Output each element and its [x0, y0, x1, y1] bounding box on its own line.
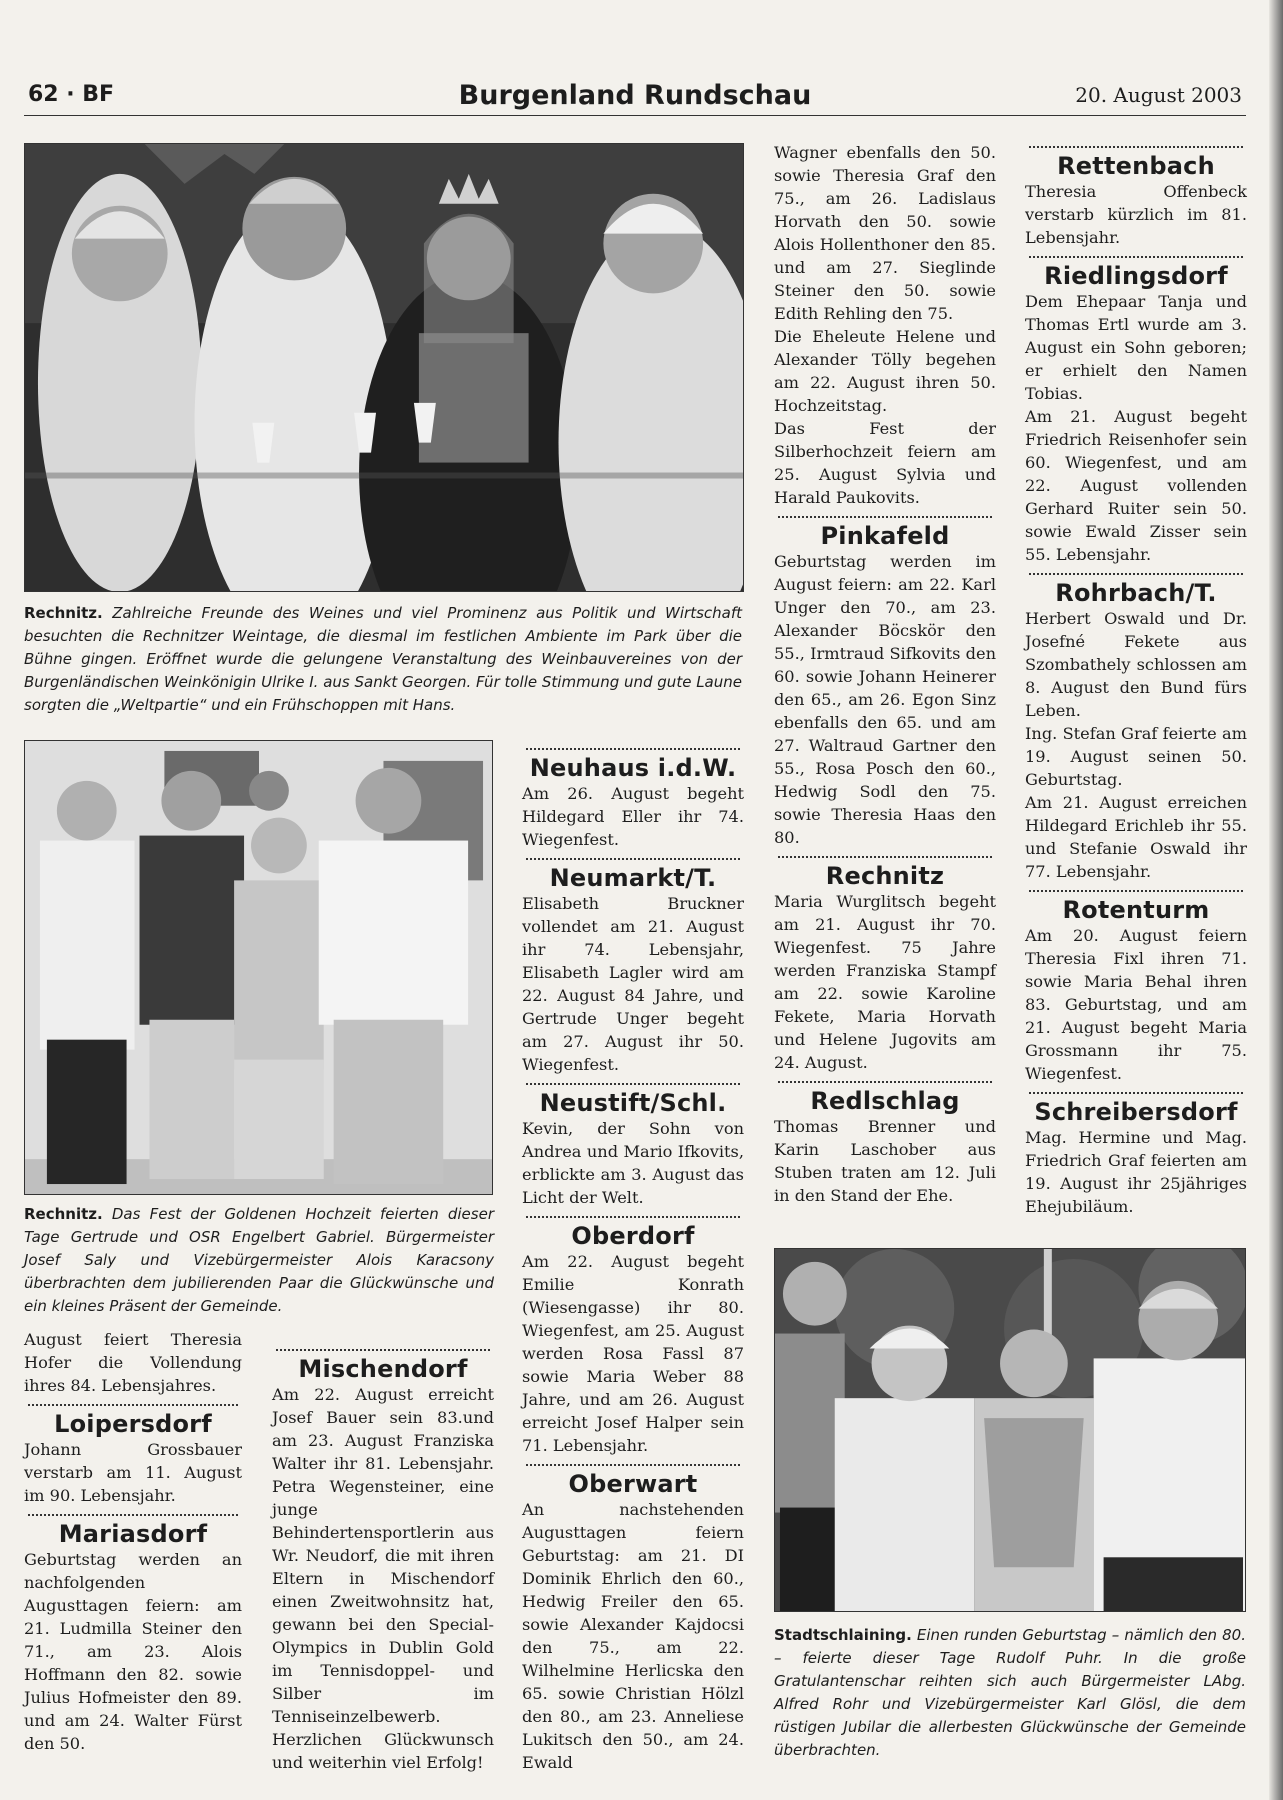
text-continuation: Das Fest der Silberhochzeit feiern am 25. August Sylvia und Harald Paukovits.: [774, 419, 996, 507]
text-schreibersdorf: Mag. Hermine und Mag. Friedrich Graf feierten am 19. August ihr 25jähriges Ehejubiläum.: [1025, 1128, 1247, 1216]
text-pinkafeld: Geburtstag werden im August feiern: am 22. Karl Unger den 70., am 23. Alexander Böcskör den 55., Irmtraud Sifkovits den 60. sowie Johann Heinerer den 65., am 26. Egon Sinz ebenfalls den 65. und am 27. Waltraud Gartner den 55., Rosa Posch den 60., Hedwig Sodl den 75. sowie Theresia Haas den 80.: [774, 552, 996, 847]
page-number: 62 · BF: [28, 82, 115, 107]
text-neumarkt: Elisabeth Bruckner vollendet am 21. August ihr 74. Lebensjahr, Elisabeth Lagler wird am 22. August 84 Jahre, und Gertrude Unger begeht am 27. August ihr 50. Wiegenfest.: [522, 894, 744, 1074]
divider: [276, 1349, 490, 1351]
heading-neustift: Neustift/Schl.: [539, 1089, 727, 1117]
divider: [526, 748, 740, 750]
text-rohrbach: Ing. Stefan Graf feierte am 19. August seinen 50. Geburtstag.: [1025, 724, 1247, 789]
divider: [526, 1464, 740, 1466]
text-continuation: Wagner ebenfalls den 50. sowie Theresia Graf den 75., am 26. Ladislaus Horvath den 50. sowie Alois Hollenthoner den 85. und am 27. Sieglinde Steiner den 50. sowie Edith Rehling den 75.: [774, 143, 996, 323]
divider: [526, 858, 740, 860]
divider: [28, 1514, 238, 1516]
caption-place: Stadtschlaining.: [774, 1626, 912, 1644]
text-rettenbach: Theresia Offenbeck verstarb kürzlich im 81. Lebensjahr.: [1025, 182, 1247, 247]
heading-redlschlag: Redlschlag: [810, 1087, 960, 1115]
column-5: [1025, 146, 1247, 1218]
caption-place: Rechnitz.: [24, 1205, 103, 1223]
text-continuation: Die Eheleute Helene und Alexander Tölly begehen am 22. August ihren 50. Hochzeitstag.: [774, 327, 996, 415]
text-riedlingsdorf: Dem Ehepaar Tanja und Thomas Ertl wurde am 3. August ein Sohn geboren; er erhielt den Namen Tobias.: [1025, 292, 1247, 403]
divider: [1029, 256, 1243, 258]
heading-mariasdorf: Mariasdorf: [58, 1520, 208, 1548]
heading-oberwart: Oberwart: [568, 1470, 698, 1498]
text-riedlingsdorf: Am 21. August begeht Friedrich Reisenhofer sein 60. Wiegenfest, und am 22. August vollenden Gerhard Ruiter sein 50. sowie Ewald Zisser sein 55. Lebensjahr.: [1025, 407, 1247, 564]
caption-text: Das Fest der Goldenen Hochzeit feierten dieser Tage Gertrude und OSR Engelbert Gabriel. Bürgermeister Josef Saly und Vizebürgermeister Alois Karacsony überbrachten dem jubilierenden Paar die Glückwünsche und ein kleines Präsent der Gemeinde.: [24, 1205, 494, 1315]
heading-rettenbach: Rettenbach: [1057, 152, 1215, 180]
divider: [778, 856, 992, 858]
text-rohrbach: Am 21. August erreichen Hildegard Erichleb ihr 55. und Stefanie Oswald ihr 77. Lebensjahr.: [1025, 793, 1247, 881]
heading-loipersdorf: Loipersdorf: [54, 1410, 212, 1438]
heading-rotenturm: Rotenturm: [1062, 896, 1210, 924]
heading-neumarkt: Neumarkt/T.: [549, 864, 717, 892]
text-loipersdorf: Johann Grossbauer verstarb am 11. August im 90. Lebensjahr.: [24, 1440, 242, 1505]
divider: [778, 516, 992, 518]
text-continuation: August feiert Theresia Hofer die Vollendung ihres 84. Lebensjahres.: [24, 1330, 242, 1395]
heading-riedlingsdorf: Riedlingsdorf: [1044, 262, 1228, 290]
heading-pinkafeld: Pinkafeld: [820, 522, 950, 550]
text-neuhaus: Am 26. August begeht Hildegard Eller ihr 74. Wiegenfest.: [522, 784, 744, 849]
heading-mischendorf: Mischendorf: [298, 1355, 468, 1383]
divider: [1029, 1092, 1243, 1094]
caption-wine-festival: [24, 602, 742, 717]
column-2: [272, 1349, 494, 1774]
column-1: [24, 1328, 242, 1755]
column-4: [774, 141, 996, 1207]
divider: [1029, 146, 1243, 148]
heading-neuhaus: Neuhaus i.d.W.: [529, 754, 737, 782]
divider: [778, 1081, 992, 1083]
photo-80th-birthday: [774, 1248, 1246, 1612]
divider: [526, 1216, 740, 1218]
text-oberwart: An nachstehenden Augusttagen feiern Geburtstag: am 21. DI Dominik Ehrlich den 60., Hedwig Freiler den 65. sowie Alexander Kajdocsi den 75., am 22. Wilhelmine Herlicska den 65. sowie Christian Hölzl den 80., am 23. Anneliese Lukitsch den 50., am 24. Ewald: [522, 1500, 744, 1772]
text-mariasdorf: Geburtstag werden an nachfolgenden Augusttagen feiern: am 21. Ludmilla Steiner den 71., am 23. Alois Hoffmann den 82. sowie Julius Hofmeister den 89. und am 24. Walter Fürst den 50.: [24, 1550, 242, 1753]
photo-golden-wedding: [24, 740, 493, 1195]
caption-text: Einen runden Geburtstag – nämlich den 80. – feierte dieser Tage Rudolf Puhr. In die große Gratulantenschar reihten sich auch Bürgermeister LAbg. Alfred Rohr und Vizebürgermeister Karl Glösl, die dem rüstigen Jubilar die allerbesten Glückwünsche der Gemeinde überbrachten.: [774, 1626, 1246, 1759]
text-oberdorf: Am 22. August begeht Emilie Konrath (Wiesengasse) ihr 80. Wiegenfest, am 25. August werden Rosa Fassl 87 sowie Maria Weber 88 Jahre, und am 26. August erreicht Josef Halper sein 71. Lebensjahr.: [522, 1252, 744, 1455]
issue-date: 20. August 2003: [1075, 83, 1242, 107]
divider: [1029, 573, 1243, 575]
caption-80th-birthday: [774, 1624, 1246, 1762]
divider: [1029, 890, 1243, 892]
heading-schreibersdorf: Schreibersdorf: [1034, 1098, 1238, 1126]
heading-rohrbach: Rohrbach/T.: [1055, 579, 1217, 607]
divider: [28, 1404, 238, 1406]
text-rohrbach: Herbert Oswald und Dr. Josefné Fekete aus Szombathely schlossen am 8. August den Bund fürs Leben.: [1025, 609, 1247, 720]
divider: [526, 1083, 740, 1085]
text-rechnitz: Maria Wurglitsch begeht am 21. August ihr 70. Wiegenfest. 75 Jahre werden Franziska Stampf am 22. sowie Karoline Fekete, Maria Horvath und Helene Jugovits am 24. August.: [774, 892, 996, 1072]
column-3: [522, 748, 744, 1774]
page-edge-shadow: [1269, 0, 1283, 1800]
heading-rechnitz: Rechnitz: [825, 862, 945, 890]
caption-place: Rechnitz.: [24, 604, 103, 622]
text-redlschlag: Thomas Brenner und Karin Laschober aus Stuben traten am 12. Juli in den Stand der Ehe.: [774, 1117, 996, 1205]
text-mischendorf: Am 22. August erreicht Josef Bauer sein 83.und am 23. August Franziska Walter ihr 81. Lebensjahr. Petra Wegensteiner, eine junge Behindertensportlerin aus Wr. Neudorf, die mit ihren Eltern in Mischendorf einen Zweitwohnsitz hat, gewann bei den Special-Olympics in Dublin Gold im Tennisdoppel- und Silber im Tenniseinzelbewerb. Herzlichen Glückwunsch und weiterhin viel Erfolg!: [272, 1385, 494, 1772]
heading-oberdorf: Oberdorf: [571, 1222, 695, 1250]
caption-golden-wedding: [24, 1203, 494, 1318]
caption-text: Zahlreiche Freunde des Weines und viel Prominenz aus Politik und Wirtschaft besuchten die Rechnitzer Weintage, die diesmal im festlichen Ambiente im Park über die Bühne gingen. Eröffnet wurde die gelungene Veranstaltung des Weinbauvereines von der Burgenländischen Weinkönigin Ulrike I. aus Sankt Georgen. Für tolle Stimmung und gute Laune sorgten die „Weltpartie“ und ein Frühschoppen mit Hans.: [24, 604, 742, 714]
page-header: [24, 80, 1246, 116]
photo-wine-festival: [24, 143, 744, 592]
text-neustift: Kevin, der Sohn von Andrea und Mario Ifkovits, erblickte am 3. August das Licht der Welt.: [522, 1119, 744, 1207]
newspaper-name: Burgenland Rundschau: [458, 80, 812, 111]
text-rotenturm: Am 20. August feiern Theresia Fixl ihren 71. sowie Maria Behal ihren 83. Geburtstag, und am 21. August begeht Maria Grossmann ihr 75. Wiegenfest.: [1025, 926, 1247, 1083]
